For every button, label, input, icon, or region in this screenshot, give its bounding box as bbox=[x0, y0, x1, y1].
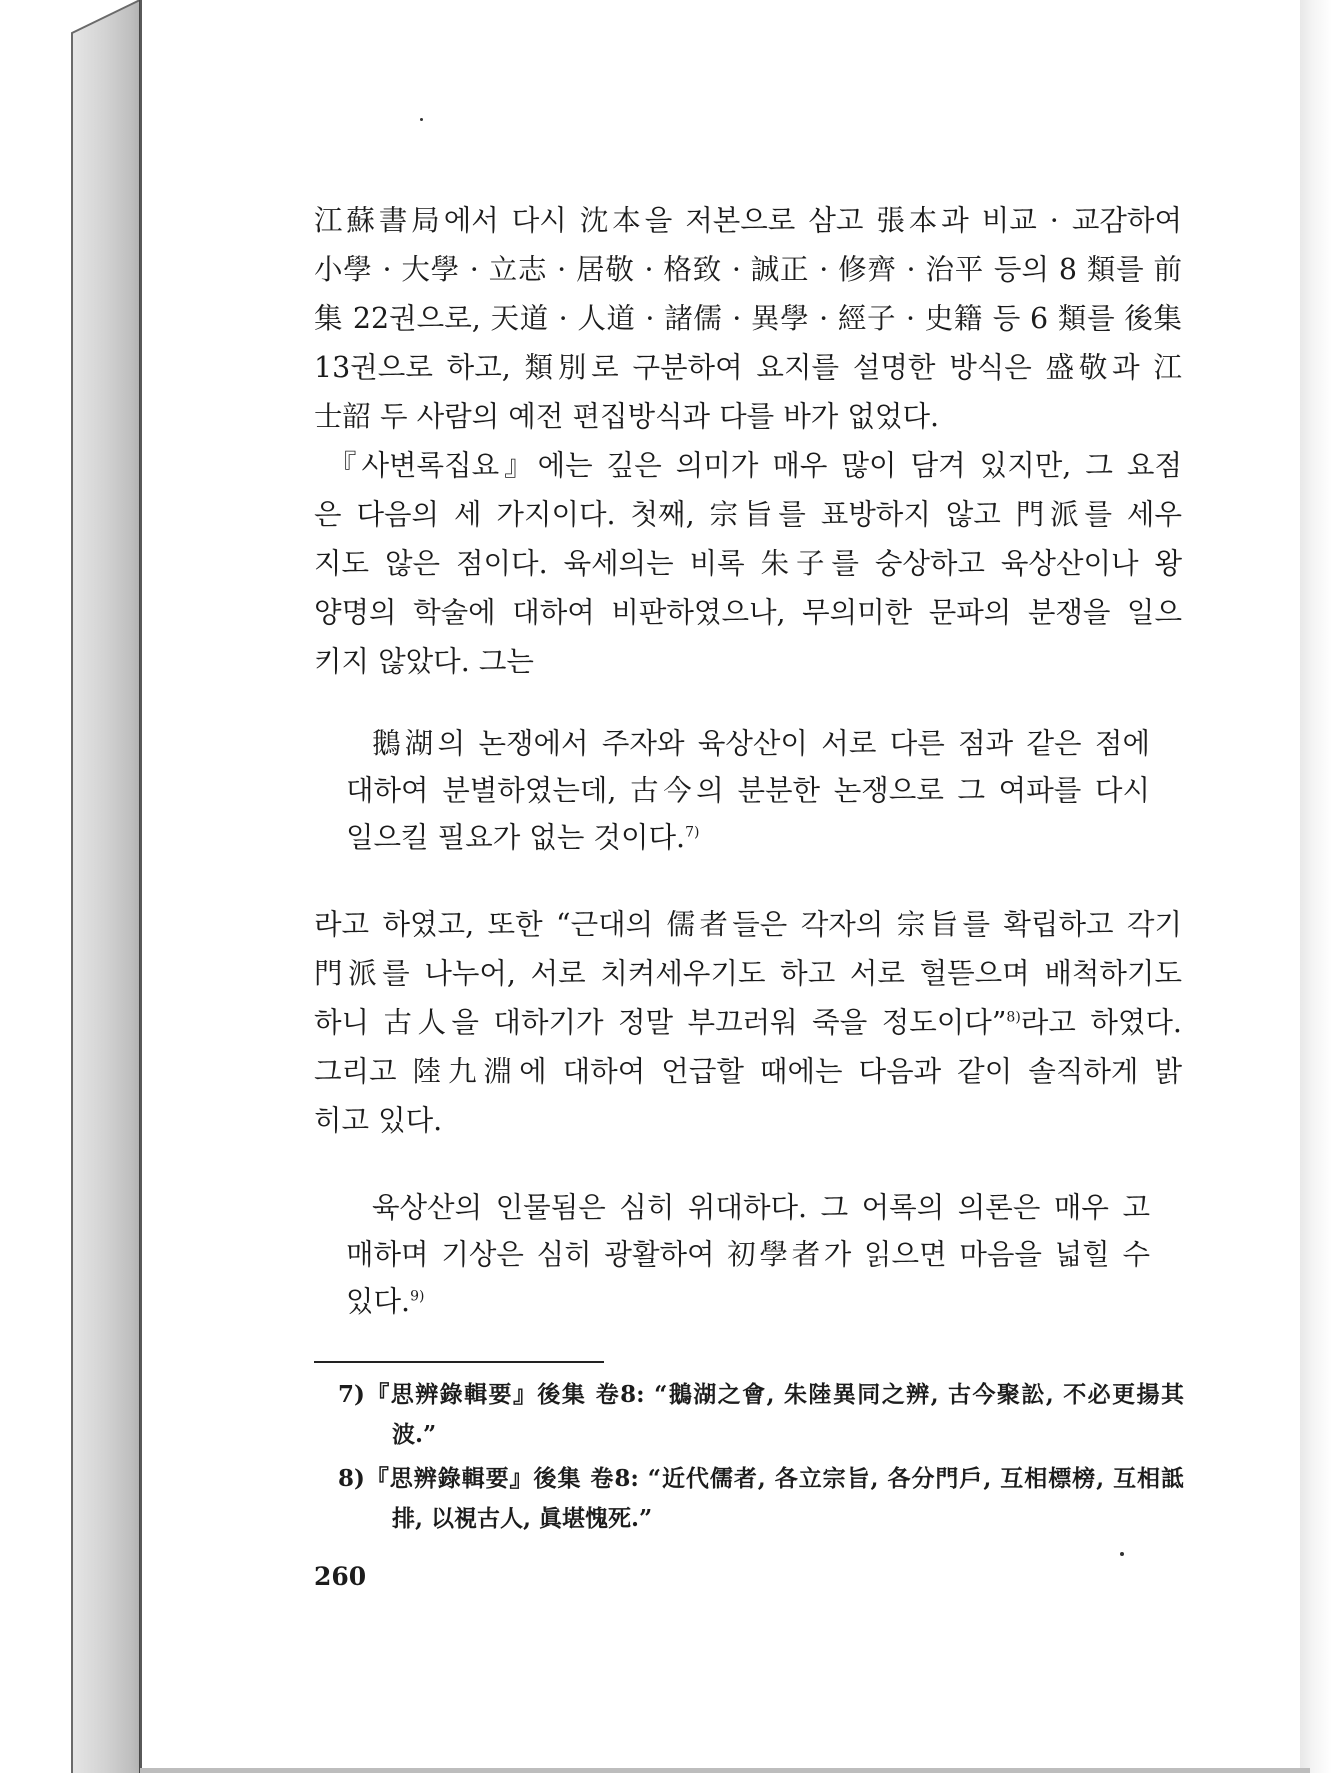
text-line: 小學 · 大學 · 立志 · 居敬 · 格致 · 誠正 · 修齊 · 治平 등의 8 類를 前 bbox=[314, 253, 1182, 286]
text-line: 集 22권으로, 天道 · 人道 · 諸儒 · 異學 · 經子 · 史籍 등 6 類를 後集 bbox=[314, 302, 1182, 335]
footnotes bbox=[338, 1375, 1184, 1543]
book-spine bbox=[0, 0, 145, 1773]
text-line: 히고 있다. bbox=[314, 1104, 443, 1137]
quote-line bbox=[346, 1278, 1150, 1325]
paragraph-3-wrap bbox=[314, 900, 1182, 1145]
footnote-ref-9: 9) bbox=[410, 1288, 425, 1305]
page-bottom-edge bbox=[140, 1768, 1310, 1773]
text-line: 라고 하였고, 또한 “근대의 儒者들은 각자의 宗旨를 확립하고 각기 bbox=[314, 908, 1182, 941]
footnote-ref-7: 7) bbox=[685, 824, 700, 841]
quote-text: 일으킬 필요가 없는 것이다. bbox=[346, 821, 686, 854]
paragraph-3 bbox=[314, 900, 1182, 1145]
footnote-divider bbox=[314, 1361, 604, 1363]
quote-line: 대하여 분별하였는데, 古今의 분분한 논쟁으로 그 여파를 다시 bbox=[346, 774, 1150, 807]
quote-line: 육상산의 인물됨은 심히 위대하다. 그 어록의 의론은 매우 고 bbox=[372, 1191, 1150, 1224]
text-line: 양명의 학술에 대하여 비판하였으나, 무의미한 문파의 분쟁을 일으 bbox=[314, 596, 1182, 629]
footnote-ref-8: 8) bbox=[1006, 1009, 1021, 1026]
footnote-line: 波.” bbox=[392, 1421, 437, 1448]
block-quote-2 bbox=[346, 1184, 1150, 1325]
text-line: 은 다음의 세 가지이다. 첫째, 宗旨를 표방하지 않고 門派를 세우 bbox=[314, 498, 1182, 531]
footnote-7 bbox=[338, 1375, 1184, 1455]
footnote-line: 7)『思辨錄輯要』後集 卷8: “鵝湖之會, 朱陸異同之辨, 古今聚訟, 不必更揚其 bbox=[338, 1381, 1184, 1408]
scan-speck bbox=[1120, 1552, 1124, 1556]
paragraph-1 bbox=[314, 196, 1182, 441]
quote-line bbox=[346, 814, 1150, 861]
text-line: 13권으로 하고, 類別로 구분하여 요지를 설명한 방식은 盛敬과 江 bbox=[314, 351, 1182, 384]
block-quote-1 bbox=[346, 720, 1150, 861]
scan-speck bbox=[420, 118, 423, 121]
text-line: 士韶 두 사람의 예전 편집방식과 다를 바가 없었다. bbox=[314, 400, 940, 433]
quote-line: 鵝湖의 논쟁에서 주자와 육상산이 서로 다른 점과 같은 점에 bbox=[372, 727, 1150, 760]
text-line: 門派를 나누어, 서로 치켜세우기도 하고 서로 헐뜯으며 배척하기도 bbox=[314, 957, 1182, 990]
text-line: 그리고 陸九淵에 대하여 언급할 때에는 다음과 같이 솔직하게 밝 bbox=[314, 1055, 1182, 1088]
footnote-line: 8)『思辨錄輯要』後集 卷8: “近代儒者, 各立宗旨, 各分門戶, 互相標榜, 互相詆 bbox=[338, 1465, 1184, 1492]
footnote-8 bbox=[338, 1459, 1184, 1539]
page-right-edge bbox=[1300, 0, 1332, 1773]
text-segment: 하니 古人을 대하기가 정말 부끄러워 죽을 정도이다” bbox=[314, 1006, 1007, 1039]
footnote-line: 排, 以視古人, 眞堪愧死.” bbox=[392, 1505, 653, 1532]
page-number: 260 bbox=[314, 1562, 367, 1591]
text-line: 江蘇書局에서 다시 沈本을 저본으로 삼고 張本과 비교 · 교감하여 bbox=[314, 204, 1182, 237]
text-line: 『사변록집요』에는 깊은 의미가 매우 많이 담겨 있지만, 그 요점 bbox=[328, 449, 1182, 482]
quote-text: 있다. bbox=[346, 1285, 411, 1318]
quote-line: 매하며 기상은 심히 광활하여 初學者가 읽으면 마음을 넓힐 수 bbox=[346, 1238, 1150, 1271]
text-line: 키지 않았다. 그는 bbox=[314, 645, 534, 678]
page-body bbox=[314, 196, 1182, 686]
text-segment: 라고 하였다. bbox=[1020, 1006, 1182, 1039]
text-line bbox=[314, 998, 1182, 1047]
paragraph-2 bbox=[314, 441, 1182, 686]
text-line: 지도 않은 점이다. 육세의는 비록 朱子를 숭상하고 육상산이나 왕 bbox=[314, 547, 1182, 580]
